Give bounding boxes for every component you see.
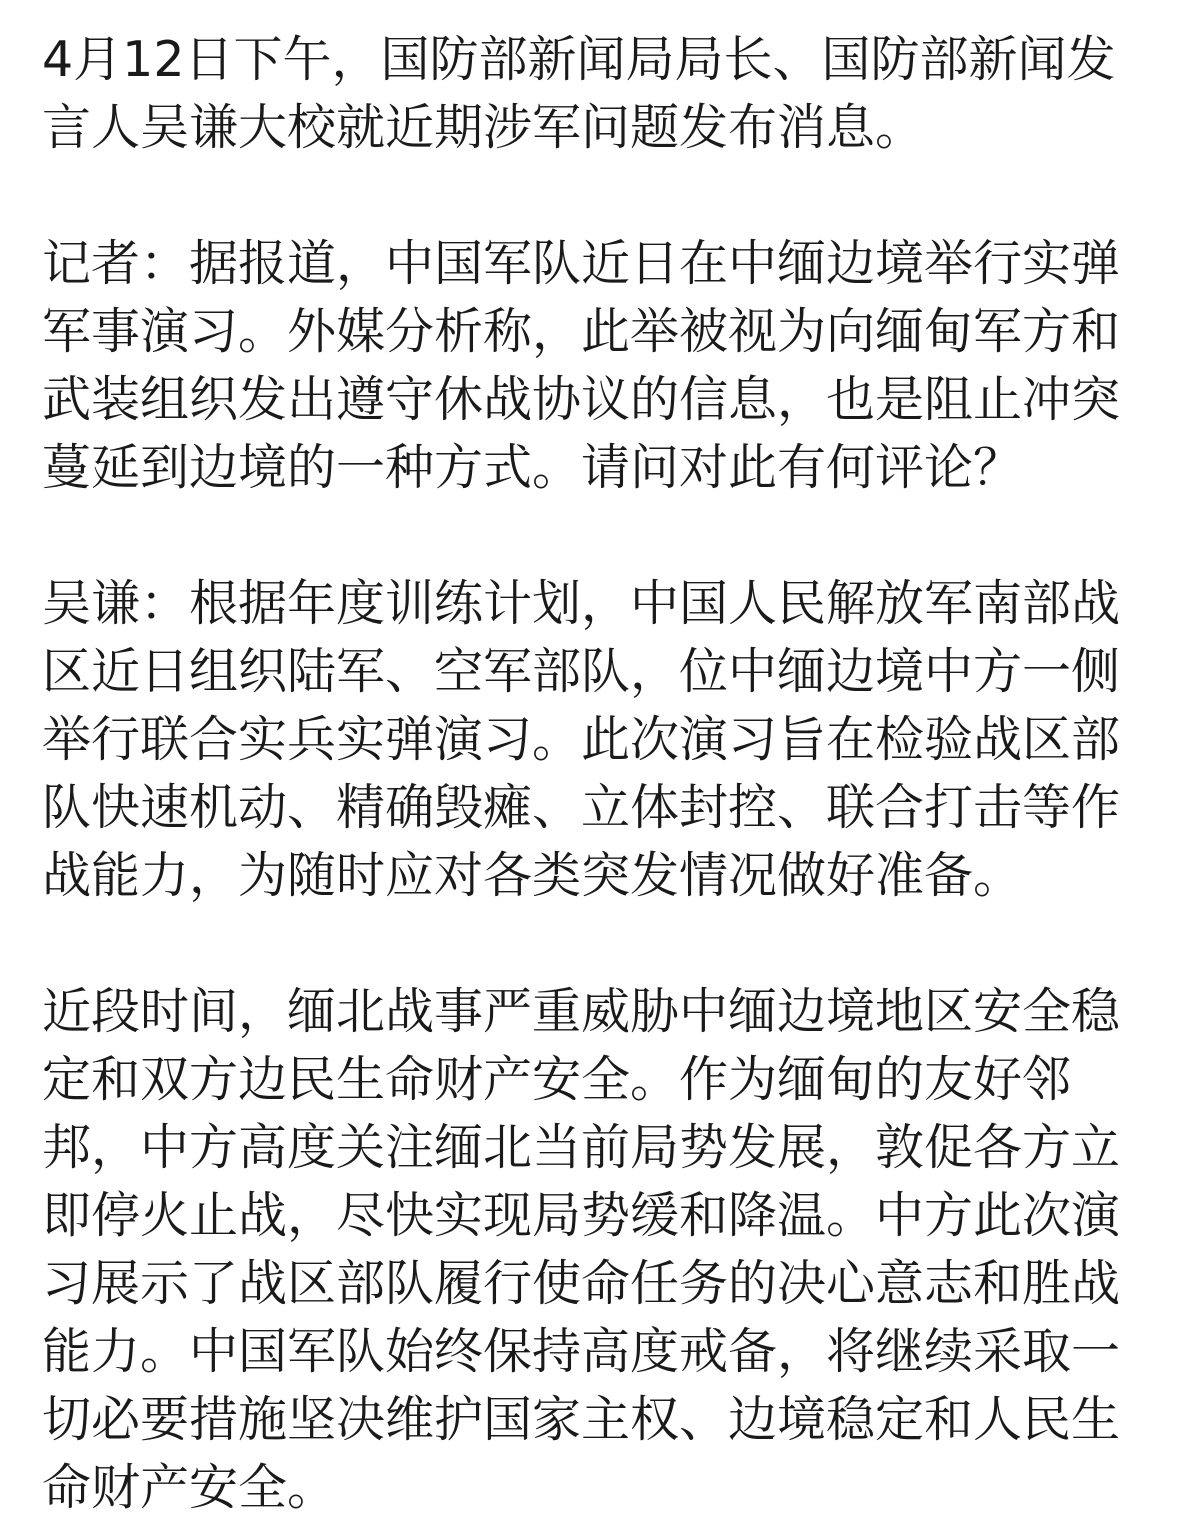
paragraph-spacer	[42, 502, 1156, 570]
text-line: 战能力，为随时应对各类突发情况做好准备。	[42, 847, 1023, 904]
text-line: 举行联合实兵实弹演习。此次演习旨在检验战区部	[42, 711, 1121, 768]
text-line: 邦，中方高度关注缅北当前局势发展，敦促各方立	[42, 1119, 1121, 1176]
text-line: 切必要措施坚决维护国家主权、边境稳定和人民生	[42, 1391, 1121, 1448]
text-line: 吴谦：根据年度训练计划，中国人民解放军南部战	[42, 575, 1121, 632]
paragraph-intro	[42, 26, 1156, 162]
text-line: 蔓延到边境的一种方式。请问对此有何评论？	[42, 439, 1023, 496]
text-line: 队快速机动、精确毁瘫、立体封控、联合打击等作	[42, 779, 1121, 836]
text-line: 武装组织发出遵守休战协议的信息，也是阻止冲突	[42, 371, 1121, 428]
text-line: 定和双方边民生命财产安全。作为缅甸的友好邻	[42, 1051, 1072, 1108]
text-line: 4月12日下午，国防部新闻局局长、国防部新闻发	[42, 31, 1116, 88]
text-line: 言人吴谦大校就近期涉军问题发布消息。	[42, 99, 925, 156]
text-line: 能力。中国军队始终保持高度戒备，将继续采取一	[42, 1323, 1121, 1380]
text-line: 区近日组织陆军、空军部队，位中缅边境中方一侧	[42, 643, 1121, 700]
text-line: 命财产安全。	[42, 1459, 337, 1516]
paragraph-situation	[42, 978, 1156, 1522]
paragraph-spokesperson-answer	[42, 570, 1156, 910]
text-line: 即停火止战，尽快实现局势缓和降温。中方此次演	[42, 1187, 1121, 1244]
text-line: 军事演习。外媒分析称，此举被视为向缅甸军方和	[42, 303, 1121, 360]
text-line: 记者：据报道，中国军队近日在中缅边境举行实弹	[42, 235, 1121, 292]
text-line: 习展示了战区部队履行使命任务的决心意志和胜战	[42, 1255, 1121, 1312]
paragraph-reporter-question	[42, 230, 1156, 502]
text-line: 近段时间，缅北战事严重威胁中缅边境地区安全稳	[42, 983, 1121, 1040]
paragraph-spacer	[42, 910, 1156, 978]
paragraph-spacer	[42, 162, 1156, 230]
